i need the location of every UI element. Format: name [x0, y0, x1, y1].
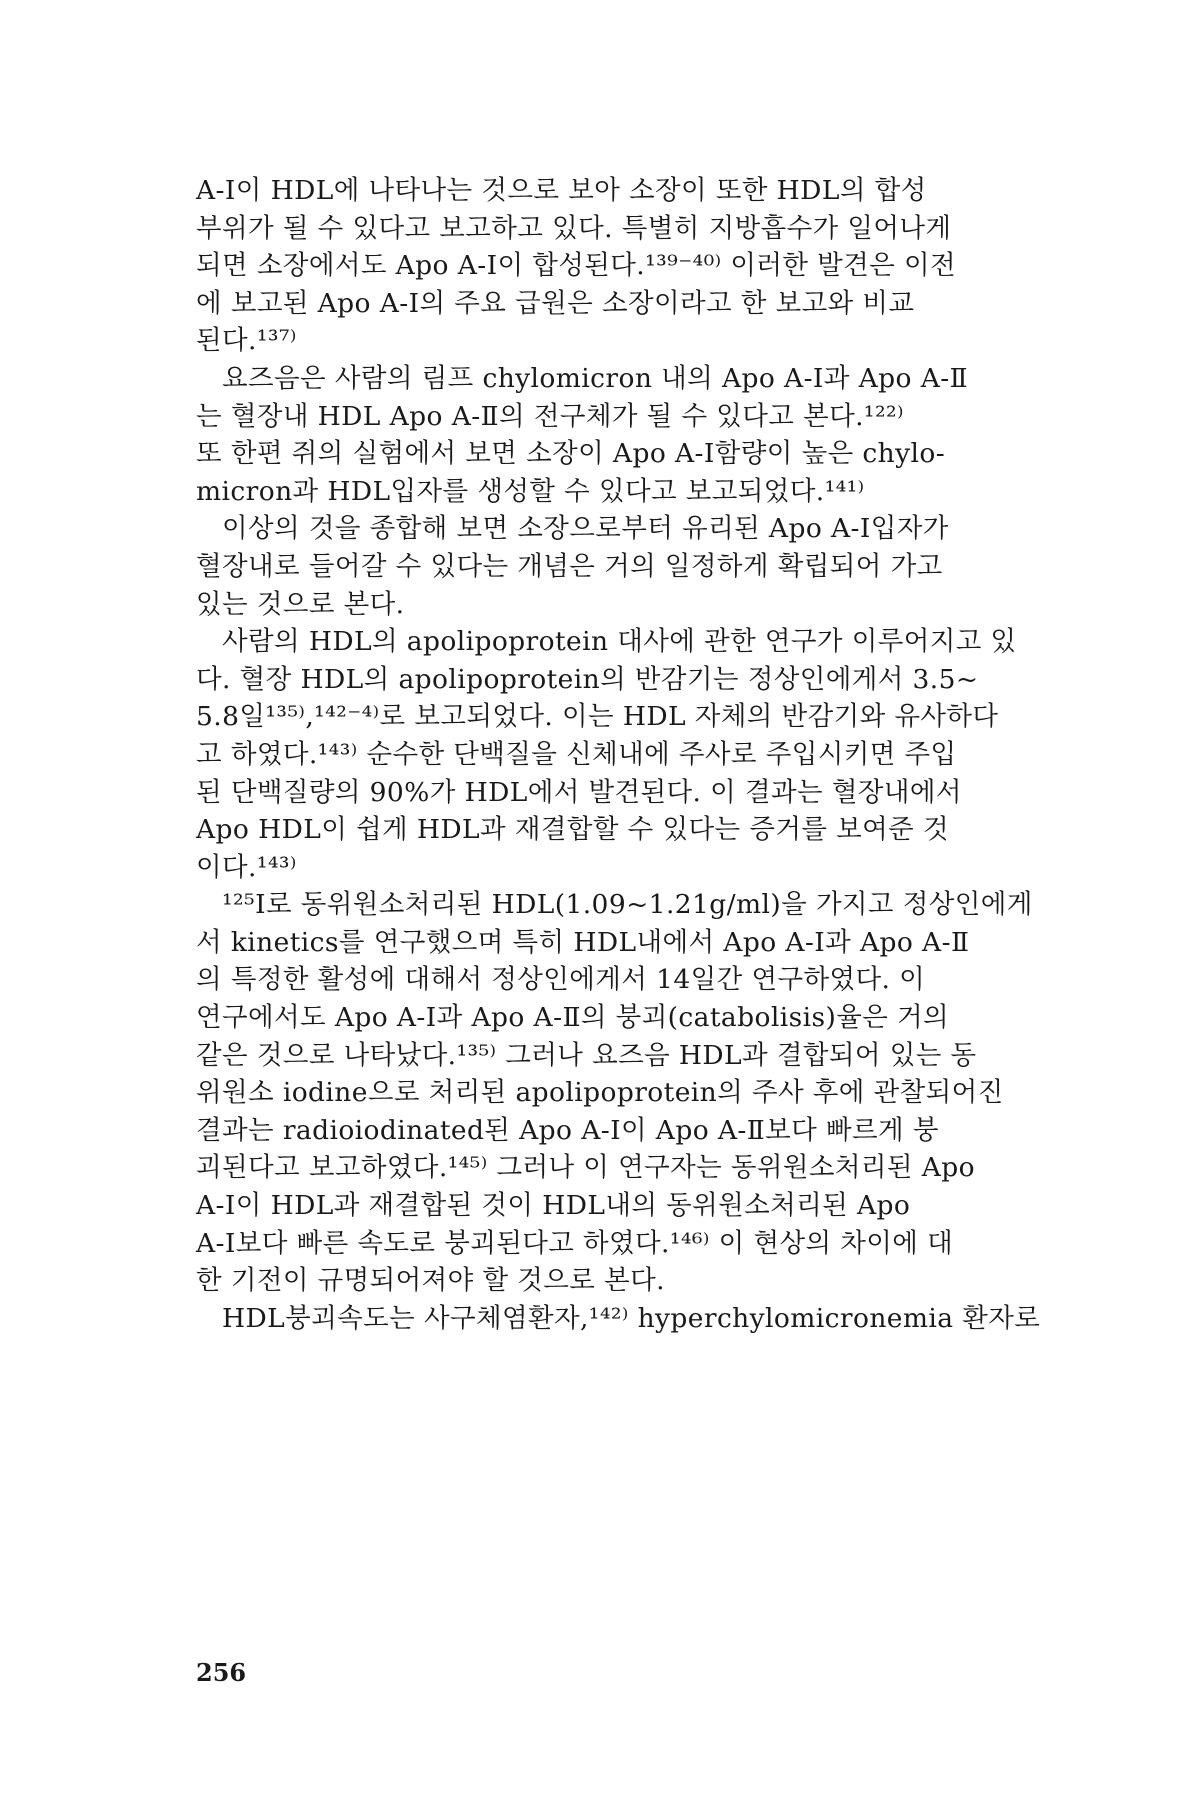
- text-line: 또 한편 쥐의 실험에서 보면 소장이 Apo A-Ⅰ함량이 높은 chylo-: [196, 438, 946, 470]
- text-line: 서 kinetics를 연구했으며 특히 HDL내에서 Apo A-Ⅰ과 Apo A-Ⅱ: [196, 926, 970, 958]
- text-line: 에 보고된 Apo A-Ⅰ의 주요 급원은 소장이라고 한 보고와 비교: [196, 287, 915, 319]
- paragraph-first-line: HDL붕괴속도는 사구체염환자,¹⁴²⁾ hyperchylomicronemia 환자로: [222, 1302, 1041, 1334]
- text-line: 다. 혈장 HDL의 apolipoprotein의 반감기는 정상인에게서 3.5~: [196, 663, 979, 695]
- paragraph-first-line: 이상의 것을 종합해 보면 소장으로부터 유리된 Apo A-Ⅰ입자가: [222, 513, 949, 545]
- text-line: 같은 것으로 나타났다.¹³⁵⁾ 그러나 요즈음 HDL과 결합되어 있는 동: [196, 1039, 977, 1071]
- text-line: A-Ⅰ이 HDL에 나타나는 것으로 보아 소장이 또한 HDL의 합성: [196, 175, 927, 206]
- text-line: 괴된다고 보고하였다.¹⁴⁵⁾ 그러나 이 연구자는 동위원소처리된 Apo: [196, 1152, 975, 1184]
- text-line: 되면 소장에서도 Apo A-Ⅰ이 합성된다.¹³⁹⁻⁴⁰⁾ 이러한 발견은 이전: [196, 250, 956, 282]
- text-line: 는 혈장내 HDL Apo A-Ⅱ의 전구체가 될 수 있다고 본다.¹²²⁾: [196, 400, 904, 432]
- text-line: 의 특정한 활성에 대해서 정상인에게서 14일간 연구하였다. 이: [196, 964, 926, 996]
- text-line: 부위가 될 수 있다고 보고하고 있다. 특별히 지방흡수가 일어나게: [196, 212, 952, 244]
- paragraph-first-line: ¹²⁵I로 동위원소처리된 HDL(1.09~1.21g/ml)을 가지고 정상인에게: [222, 889, 1033, 921]
- text-line: A-Ⅰ이 HDL과 재결합된 것이 HDL내의 동위원소처리된 Apo: [196, 1190, 911, 1222]
- text-line: Apo HDL이 쉽게 HDL과 재결합할 수 있다는 증거를 보여준 것: [196, 814, 949, 846]
- text-line: 한 기전이 규명되어져야 할 것으로 본다.: [196, 1265, 665, 1297]
- text-line: 이다.¹⁴³⁾: [196, 851, 297, 883]
- text-line: 된 단백질량의 90%가 HDL에서 발견된다. 이 결과는 혈장내에서: [196, 776, 962, 808]
- text-line: micron과 HDL입자를 생성할 수 있다고 보고되었다.¹⁴¹⁾: [196, 475, 865, 507]
- text-line: 된다.¹³⁷⁾: [196, 325, 297, 357]
- text-line: 위원소 iodine으로 처리된 apolipoprotein의 주사 후에 관찰되어진: [196, 1077, 1004, 1109]
- text-line: A-Ⅰ보다 빠른 속도로 붕괴된다고 하였다.¹⁴⁶⁾ 이 현상의 차이에 대: [196, 1227, 954, 1259]
- text-line: 있는 것으로 본다.: [196, 588, 405, 620]
- text-line: 혈장내로 들어갈 수 있다는 개념은 거의 일정하게 확립되어 가고: [196, 550, 943, 582]
- text-line: 결과는 radioiodinated된 Apo A-Ⅰ이 Apo A-Ⅱ보다 빠르게 붕: [196, 1114, 939, 1146]
- text-line: 5.8일¹³⁵⁾,¹⁴²⁻⁴⁾로 보고되었다. 이는 HDL 자체의 반감기와 유사하다: [196, 701, 999, 733]
- body-text: [196, 172, 1041, 1337]
- paragraph-first-line: 사람의 HDL의 apolipoprotein 대사에 관한 연구가 이루어지고 있: [222, 626, 1017, 658]
- paragraph-first-line: 요즈음은 사람의 림프 chylomicron 내의 Apo A-Ⅰ과 Apo A-Ⅱ: [222, 362, 968, 394]
- text-line: 고 하였다.¹⁴³⁾ 순수한 단백질을 신체내에 주사로 주입시키면 주입: [196, 738, 957, 770]
- text-line: 연구에서도 Apo A-Ⅰ과 Apo A-Ⅱ의 붕괴(catabolisis)율은 거의: [196, 1002, 950, 1034]
- page-number: 256: [196, 1658, 247, 1687]
